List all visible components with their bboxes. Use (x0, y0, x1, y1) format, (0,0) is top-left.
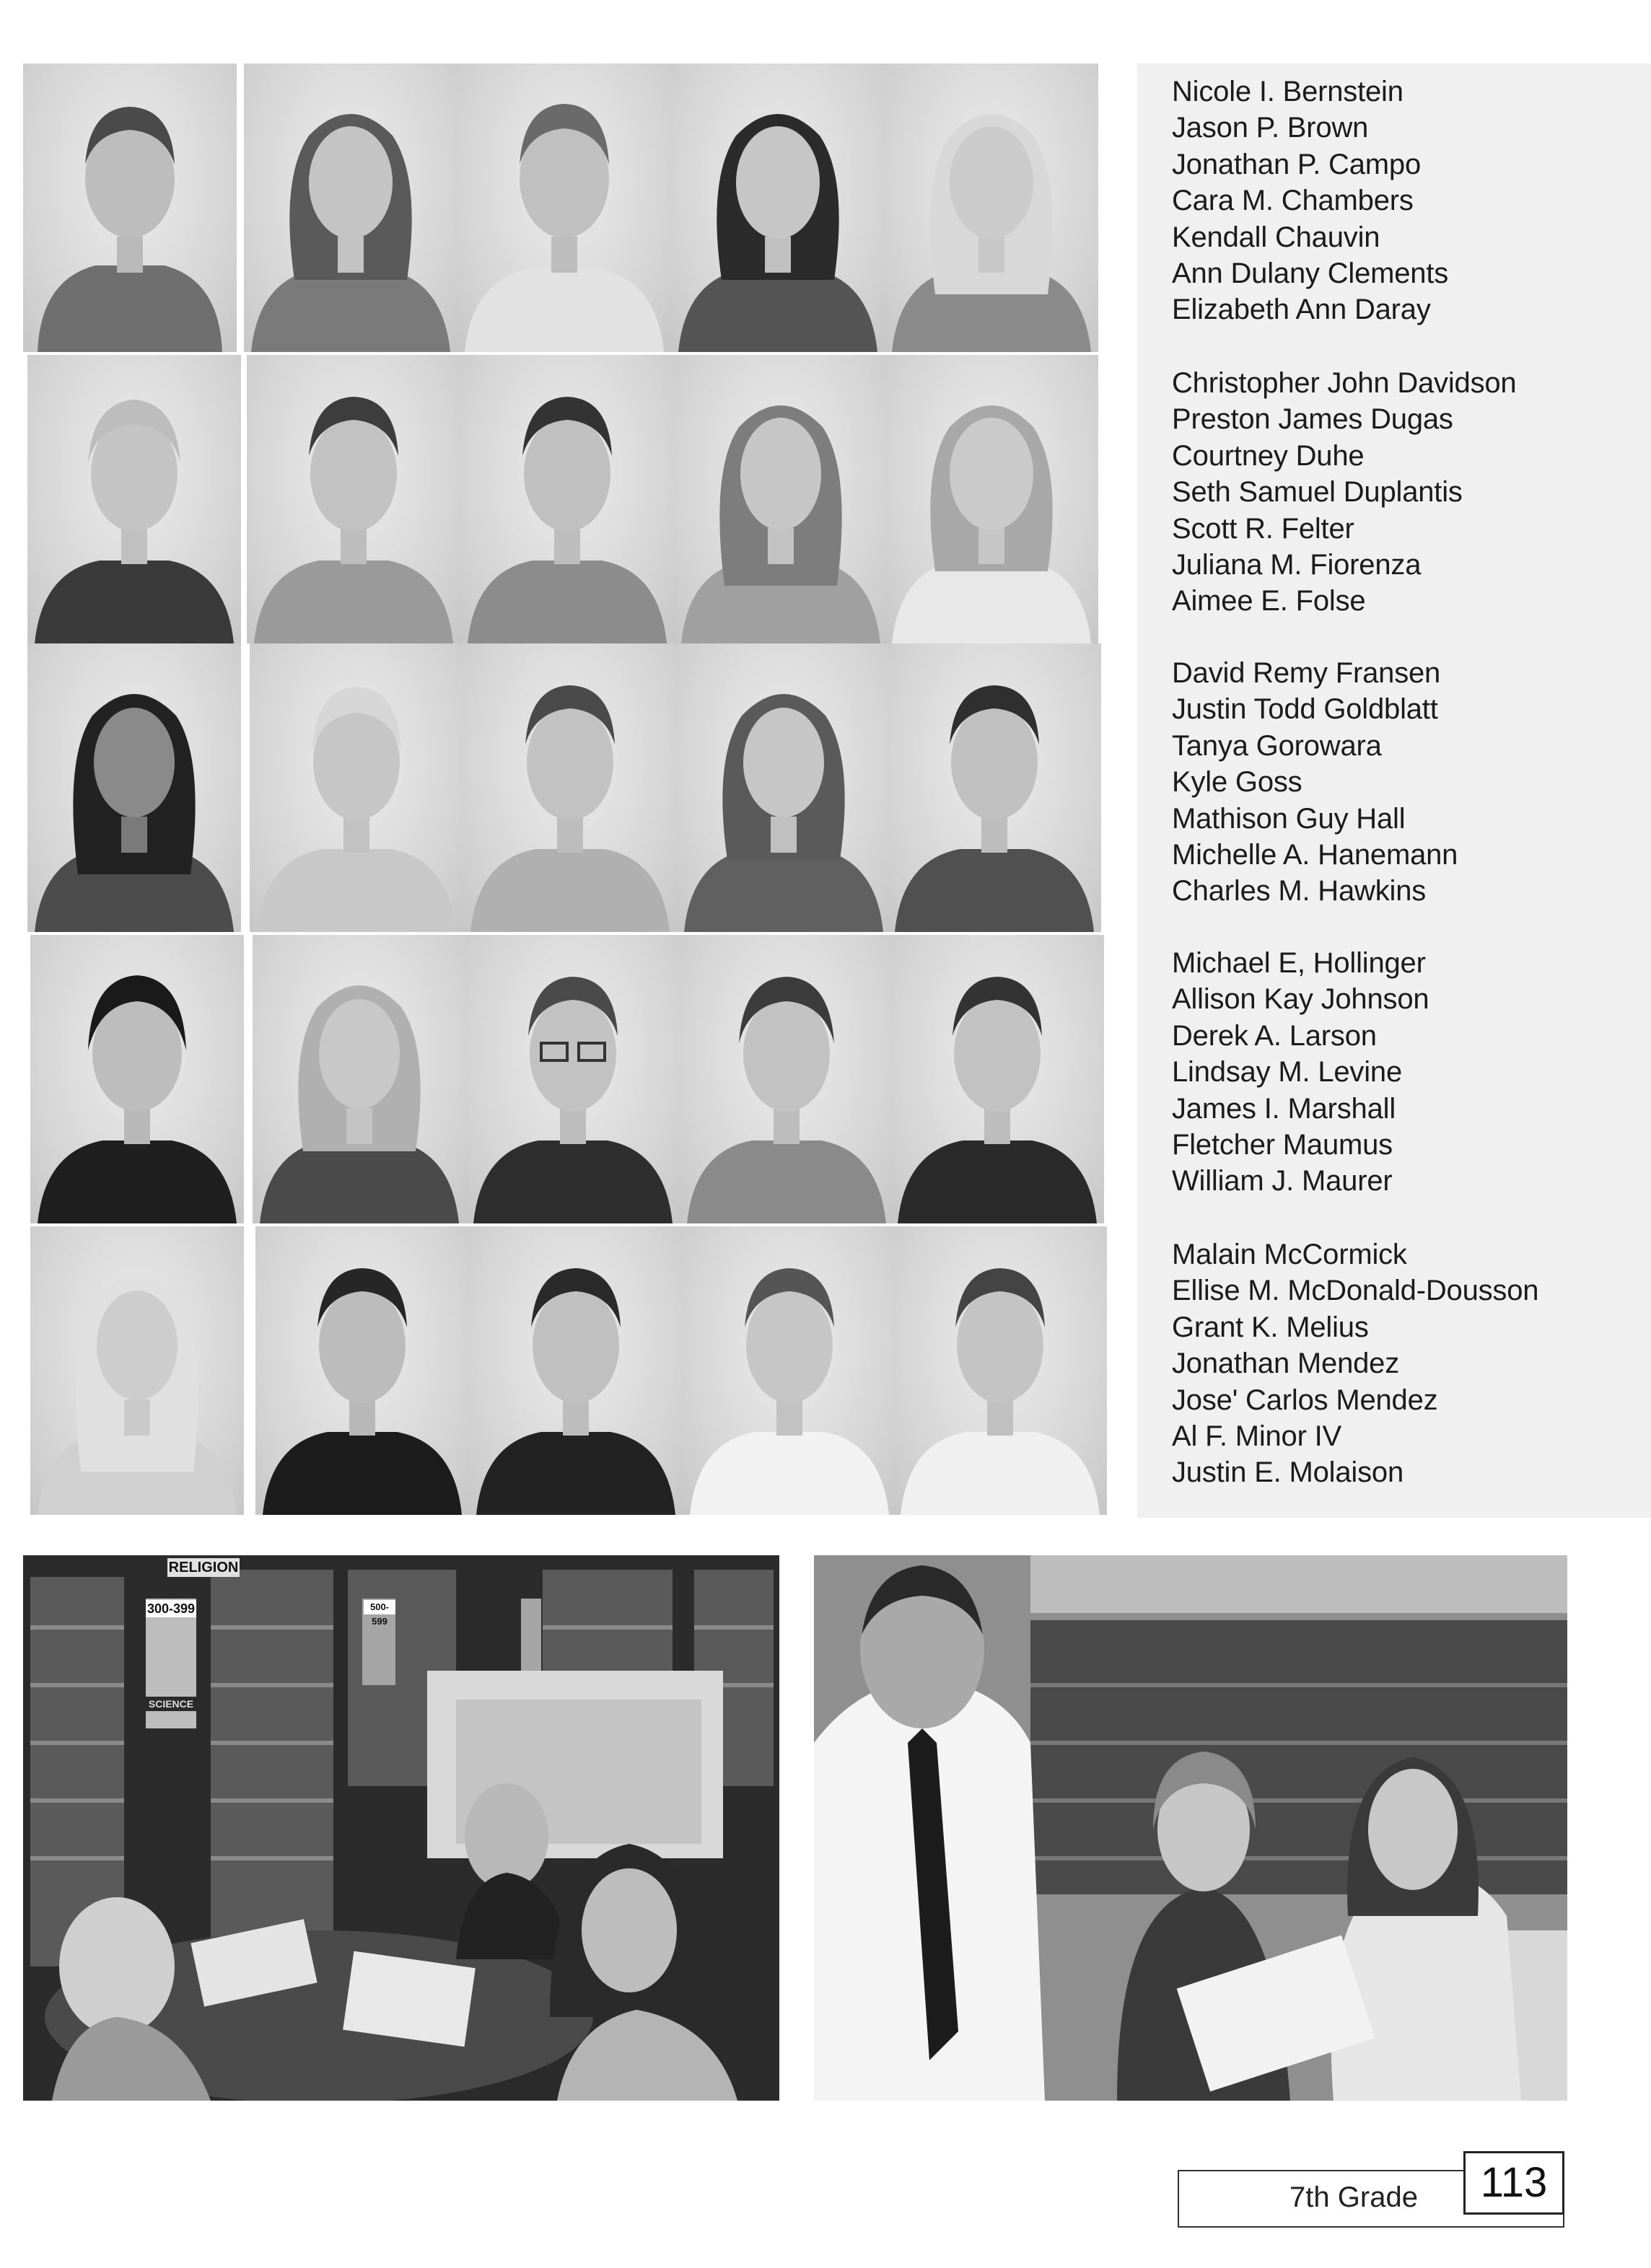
name-group-1 (1172, 74, 1634, 328)
student-name: Allison Kay Johnson (1172, 983, 1429, 1016)
student-name: Preston James Dugas (1172, 403, 1453, 436)
student-name: Justin E. Molaison (1172, 1456, 1403, 1489)
name-group-5 (1172, 1236, 1634, 1491)
student-portrait-grid (0, 0, 1111, 1529)
student-name: Lindsay M. Levine (1172, 1056, 1403, 1089)
name-group-2 (1172, 365, 1634, 620)
student-name: Juliana M. Fiorenza (1172, 549, 1422, 581)
portrait-r1-c4 (671, 63, 885, 352)
portrait-r5-c4 (683, 1226, 896, 1515)
library-sign-science: SCIENCE (146, 1697, 196, 1711)
student-name: Justin Todd Goldblatt (1172, 693, 1438, 726)
student-name: Ellise M. McDonald-Dousson (1172, 1275, 1539, 1307)
student-name: Charles M. Hawkins (1172, 875, 1427, 907)
student-name: Grant K. Melius (1172, 1311, 1369, 1343)
student-name: Al F. Minor IV (1172, 1420, 1342, 1453)
library-sign-500-599: 500-599 (364, 1600, 395, 1614)
portrait-r2-c5 (885, 355, 1098, 643)
page-number: 113 (1480, 2159, 1548, 2206)
student-name: Fletcher Maumus (1172, 1129, 1393, 1161)
student-name: Seth Samuel Duplantis (1172, 476, 1463, 509)
student-name: Elizabeth Ann Daray (1172, 294, 1431, 326)
classroom-candid-photo (814, 1555, 1567, 2101)
student-name: Scott R. Felter (1172, 512, 1354, 545)
name-group-4 (1172, 945, 1634, 1200)
portrait-r1-c2 (244, 63, 457, 352)
portrait-r1-c1 (23, 63, 237, 352)
portrait-r2-c2 (247, 355, 460, 643)
portrait-r2-c3 (460, 355, 674, 643)
portrait-r1-c5 (885, 63, 1098, 352)
student-name: Kendall Chauvin (1172, 221, 1380, 253)
portrait-r5-c2 (255, 1226, 469, 1515)
portrait-r4-c4 (680, 935, 893, 1223)
student-name: Mathison Guy Hall (1172, 802, 1406, 835)
portrait-r3-c5 (888, 643, 1101, 932)
student-name: Tanya Gorowara (1172, 729, 1382, 762)
portrait-r1-c3 (457, 63, 671, 352)
portrait-r3-c1 (27, 643, 241, 932)
student-name: Aimee E. Folse (1172, 585, 1366, 617)
student-name: Malain McCormick (1172, 1239, 1407, 1270)
portrait-r4-c1 (30, 935, 244, 1223)
student-name: Jonathan P. Campo (1172, 148, 1421, 180)
student-names-panel (1137, 63, 1651, 1518)
portrait-r2-c1 (27, 355, 241, 643)
student-name: Cara M. Chambers (1172, 185, 1414, 217)
student-name: Christopher John Davidson (1172, 367, 1517, 399)
student-name: Nicole I. Bernstein (1172, 76, 1403, 107)
student-name: Courtney Duhe (1172, 439, 1365, 472)
student-name: David Remy Fransen (1172, 657, 1441, 689)
portrait-r3-c4 (677, 643, 890, 932)
student-name: Michael E, Hollinger (1172, 947, 1426, 979)
student-name: Jason P. Brown (1172, 112, 1369, 144)
portrait-r3-c2 (250, 643, 463, 932)
portrait-r4-c3 (466, 935, 680, 1223)
student-name: William J. Maurer (1172, 1165, 1393, 1197)
library-sign-religion: RELIGION (168, 1560, 239, 1575)
portrait-r5-c3 (469, 1226, 683, 1515)
portrait-r4-c5 (890, 935, 1104, 1223)
student-name: Ann Dulany Clements (1172, 258, 1449, 290)
student-name: Derek A. Larson (1172, 1019, 1377, 1052)
library-candid-photo (23, 1555, 779, 2101)
portrait-r5-c5 (893, 1226, 1107, 1515)
section-label: 7th Grade (1289, 2181, 1418, 2213)
portrait-r5-c1 (30, 1226, 244, 1515)
student-name: Michelle A. Hanemann (1172, 839, 1458, 871)
student-name: Jose' Carlos Mendez (1172, 1384, 1438, 1416)
portrait-r4-c2 (253, 935, 466, 1223)
portrait-r3-c3 (463, 643, 677, 932)
name-group-3 (1172, 655, 1634, 910)
student-name: Kyle Goss (1172, 766, 1302, 799)
student-name: Jonathan Mendez (1172, 1348, 1400, 1380)
library-sign-300-399: 300-399 (146, 1601, 196, 1616)
student-name: James I. Marshall (1172, 1092, 1396, 1125)
portrait-r2-c4 (674, 355, 888, 643)
